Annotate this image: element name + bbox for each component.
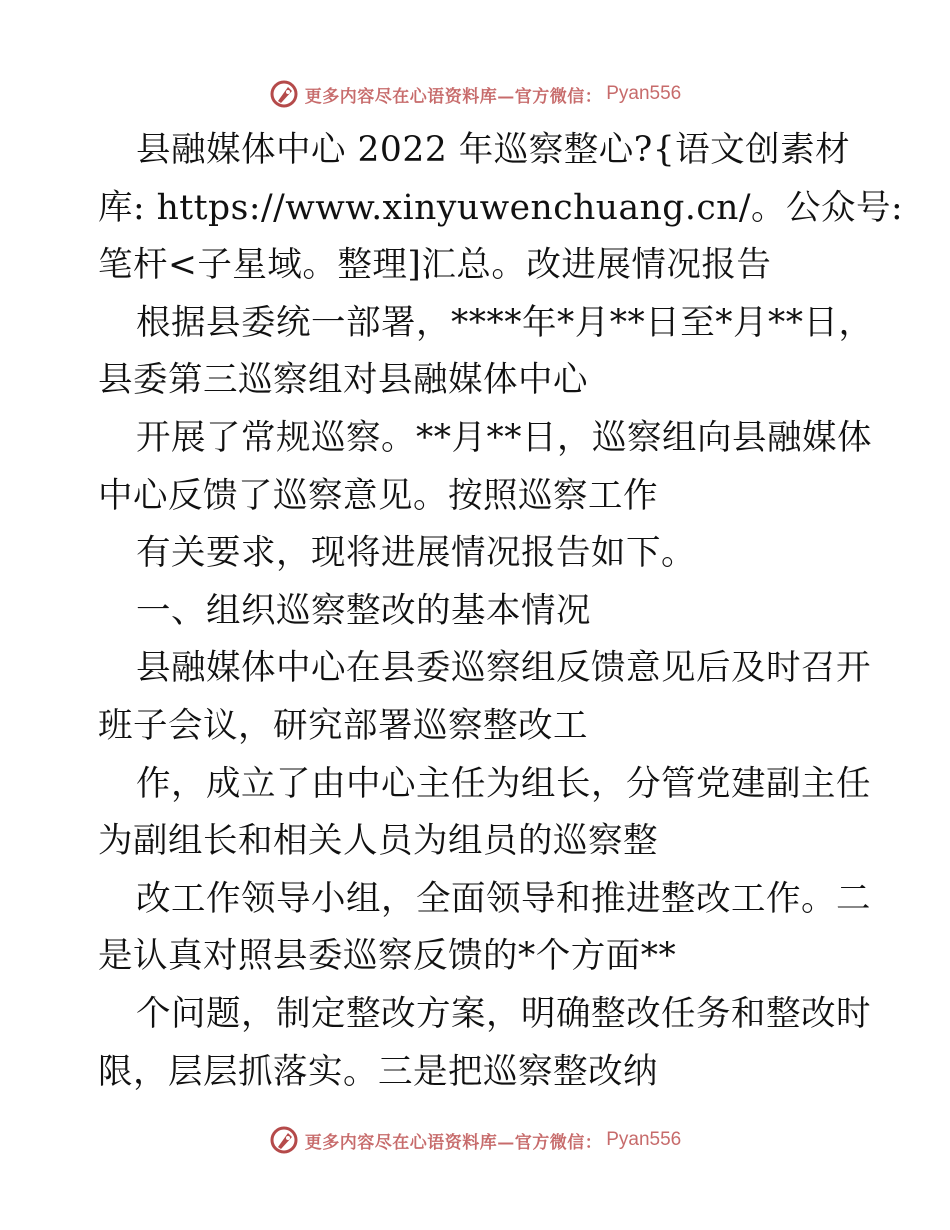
wechat-id: Pyan556 [606, 1129, 682, 1150]
paragraph-line: 为副组长和相关人员为组员的巡察整 [98, 821, 658, 862]
paragraph-line: 改工作领导小组，全面领导和推进整改工作。二 [136, 878, 871, 919]
paragraph-line: 根据县委统一部署，****年*月**日至*月**日， [136, 302, 874, 343]
section-heading: 一、组织巡察整改的基本情况 [136, 590, 591, 631]
paragraph-line: 班子会议，研究部署巡察整改工 [98, 705, 588, 746]
banner-text: 更多内容尽在心语资料库—官方微信： [304, 1132, 603, 1153]
paragraph-line: 个问题，制定整改方案，明确整改任务和整改时 [136, 993, 871, 1034]
paragraph-line: 开展了常规巡察。**月**日，巡察组向县融媒体 [136, 417, 872, 458]
document-body [98, 122, 904, 1101]
title-line: 县融媒体中心 2022 年巡察整心?{语文创素材 [136, 130, 851, 170]
paragraph-line: 是认真对照县委巡察反馈的*个方面** [98, 936, 677, 977]
title-line: 库: https://www.xinyuwenchuang.cn/。公众号: [98, 187, 904, 228]
header-watermark-banner [0, 72, 950, 116]
paragraph-line: 县融媒体中心在县委巡察组反馈意见后及时召开 [136, 648, 871, 689]
pen-nib-icon [269, 1125, 299, 1155]
paragraph-line: 限，层层抓落实。三是把巡察整改纳 [98, 1051, 658, 1092]
paragraph-line: 县委第三巡察组对县融媒体中心 [98, 360, 588, 401]
paragraph-line: 有关要求，现将进展情况报告如下。 [136, 533, 696, 574]
title-line: 笔杆<子星域。整理]汇总。改进展情况报告 [98, 245, 772, 286]
paragraph-line: 中心反馈了巡察意见。按照巡察工作 [98, 475, 658, 516]
banner-text: 更多内容尽在心语资料库—官方微信： [304, 86, 603, 107]
pen-nib-icon [269, 79, 299, 109]
paragraph-line: 作，成立了由中心主任为组长，分管党建副主任 [136, 763, 871, 804]
wechat-id: Pyan556 [606, 83, 682, 104]
footer-watermark-banner [0, 1118, 950, 1162]
